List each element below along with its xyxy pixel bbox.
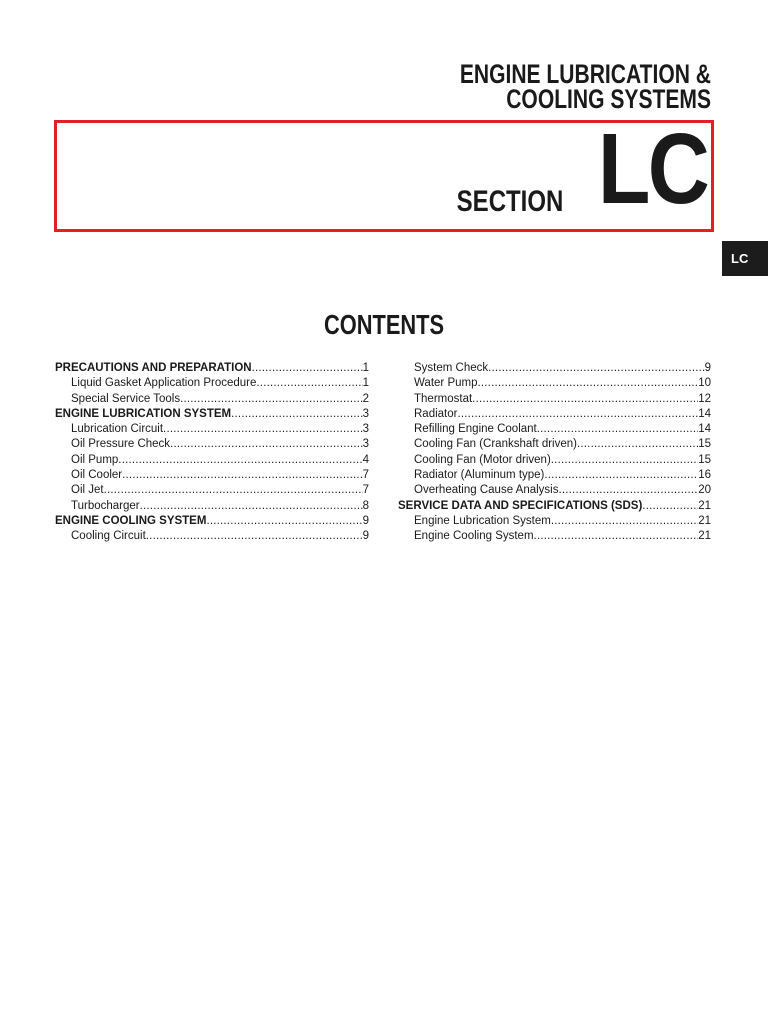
toc-leader-dots bbox=[104, 483, 363, 498]
toc-entry-page: 10 bbox=[698, 377, 711, 390]
section-code: LC bbox=[597, 113, 707, 225]
toc-entry[interactable] bbox=[55, 483, 369, 498]
toc-entry[interactable] bbox=[398, 437, 711, 452]
toc-entry-title: System Check bbox=[414, 362, 489, 374]
toc-leader-dots bbox=[472, 392, 698, 407]
toc-right-column bbox=[398, 361, 711, 545]
toc-entry-page: 2 bbox=[362, 392, 369, 405]
toc-entry-title: Oil Jet bbox=[71, 484, 104, 497]
toc-entry-title: SERVICE DATA AND SPECIFICATIONS (SDS) bbox=[398, 499, 643, 512]
toc-leader-dots bbox=[231, 407, 362, 422]
section-title bbox=[459, 59, 711, 114]
toc-entry-title: Cooling Fan (Motor driven) bbox=[414, 453, 551, 466]
toc-entry-page: 8 bbox=[362, 499, 369, 512]
contents-heading bbox=[0, 309, 768, 341]
toc-leader-dots bbox=[118, 453, 362, 468]
toc-entry[interactable] bbox=[398, 483, 711, 498]
toc-entry-page: 14 bbox=[698, 407, 711, 420]
section-label: SECTION bbox=[456, 185, 563, 218]
toc-entry[interactable] bbox=[398, 361, 711, 376]
toc-entry-page: 9 bbox=[704, 362, 711, 374]
toc-entry-page: 1 bbox=[362, 362, 369, 374]
toc-entry-page: 16 bbox=[698, 469, 711, 482]
toc-entry-title: Cooling Fan (Crankshaft driven) bbox=[414, 438, 577, 451]
toc-entry-page: 3 bbox=[362, 438, 369, 451]
contents-heading-text: CONTENTS bbox=[323, 309, 445, 340]
toc-leader-dots bbox=[163, 422, 363, 437]
toc-entry-page: 14 bbox=[698, 423, 711, 436]
toc-entry-page: 21 bbox=[698, 514, 711, 527]
toc-entry-title: Lubrication Circuit bbox=[71, 423, 164, 436]
toc-entry-title: ENGINE LUBRICATION SYSTEM bbox=[55, 407, 232, 420]
toc-entry-page: 3 bbox=[362, 423, 369, 436]
toc-entry-page: 9 bbox=[362, 514, 369, 527]
toc-leader-dots bbox=[170, 437, 363, 452]
toc-leader-dots bbox=[577, 437, 698, 452]
toc-leader-dots bbox=[140, 499, 363, 514]
section-banner bbox=[54, 113, 714, 232]
toc-entry[interactable] bbox=[55, 499, 369, 514]
toc-entry-title: Radiator (Aluminum type) bbox=[414, 469, 545, 482]
toc-entry-page: 12 bbox=[698, 392, 711, 405]
toc-leader-dots bbox=[180, 392, 363, 407]
toc-leader-dots bbox=[537, 422, 698, 437]
toc-leader-dots bbox=[457, 407, 698, 422]
toc-entry-title: Overheating Cause Analysis bbox=[414, 484, 559, 497]
toc-entry[interactable] bbox=[398, 468, 711, 483]
toc-entry[interactable] bbox=[398, 514, 711, 529]
toc-entry-title: Refilling Engine Coolant bbox=[414, 423, 537, 436]
toc-entry[interactable] bbox=[55, 422, 369, 437]
toc-entry[interactable] bbox=[398, 529, 711, 544]
toc-entry-page: 3 bbox=[362, 407, 369, 420]
toc-leader-dots bbox=[551, 453, 698, 468]
toc-leader-dots bbox=[642, 499, 698, 514]
toc-entry-title: Oil Pump bbox=[71, 453, 119, 466]
toc-leader-dots bbox=[551, 514, 698, 529]
toc-entry-title: PRECAUTIONS AND PREPARATION bbox=[55, 362, 252, 374]
toc-entry-title: Oil Pressure Check bbox=[71, 438, 171, 451]
section-title-line-2: COOLING SYSTEMS bbox=[506, 84, 711, 114]
toc-entry-page: 20 bbox=[698, 484, 711, 497]
toc-entry[interactable] bbox=[55, 392, 369, 407]
toc-entry[interactable] bbox=[55, 529, 369, 544]
toc-entry[interactable] bbox=[55, 468, 369, 483]
toc-entry[interactable] bbox=[55, 407, 369, 422]
toc-entry[interactable] bbox=[55, 376, 369, 391]
toc-entry-page: 4 bbox=[362, 453, 369, 466]
toc-entry-page: 7 bbox=[362, 469, 369, 482]
toc-entry-title: Special Service Tools bbox=[71, 392, 181, 405]
toc-entry[interactable] bbox=[398, 422, 711, 437]
toc-entry-title: Water Pump bbox=[414, 377, 478, 390]
toc-leader-dots bbox=[488, 361, 704, 376]
toc-entry-page: 15 bbox=[698, 453, 711, 466]
toc-entry[interactable] bbox=[398, 376, 711, 391]
toc-leader-dots bbox=[252, 361, 363, 376]
toc-entry-title: ENGINE COOLING SYSTEM bbox=[55, 514, 207, 527]
toc-leader-dots bbox=[534, 529, 699, 544]
section-side-tab[interactable]: LC bbox=[722, 241, 768, 276]
toc-entry[interactable] bbox=[55, 453, 369, 468]
toc-entry-title: Engine Cooling System bbox=[414, 530, 534, 543]
toc-leader-dots bbox=[477, 376, 698, 391]
toc-entry[interactable] bbox=[398, 392, 711, 407]
section-title-line-1: ENGINE LUBRICATION & bbox=[459, 59, 711, 89]
toc-entry-page: 21 bbox=[698, 499, 711, 512]
toc-entry-page: 1 bbox=[362, 377, 369, 390]
toc-entry-page: 15 bbox=[698, 438, 711, 451]
toc-entry[interactable] bbox=[398, 453, 711, 468]
toc-entry[interactable] bbox=[55, 437, 369, 452]
toc-leader-dots bbox=[558, 483, 698, 498]
toc-entry-title: Liquid Gasket Application Procedure bbox=[71, 377, 257, 390]
toc-entry[interactable] bbox=[398, 499, 711, 514]
toc-entry[interactable] bbox=[398, 407, 711, 422]
toc-entry-title: Engine Lubrication System bbox=[414, 514, 551, 527]
toc-entry-title: Cooling Circuit bbox=[71, 530, 146, 543]
toc-entry-title: Thermostat bbox=[414, 392, 473, 405]
toc-entry-page: 7 bbox=[362, 484, 369, 497]
toc-entry-title: Radiator bbox=[414, 407, 458, 420]
toc-entry[interactable] bbox=[55, 361, 369, 376]
toc-leader-dots bbox=[122, 468, 362, 483]
toc-leader-dots bbox=[206, 514, 362, 529]
toc-leader-dots bbox=[146, 529, 363, 544]
toc-leader-dots bbox=[256, 376, 362, 391]
toc-entry-page: 21 bbox=[698, 530, 711, 543]
toc-leader-dots bbox=[544, 468, 698, 483]
toc-entry-page: 9 bbox=[362, 530, 369, 543]
toc-entry-title: Oil Cooler bbox=[71, 469, 123, 482]
toc-left-column bbox=[55, 361, 369, 545]
toc-entry[interactable] bbox=[55, 514, 369, 529]
toc-entry-title: Turbocharger bbox=[71, 499, 140, 512]
